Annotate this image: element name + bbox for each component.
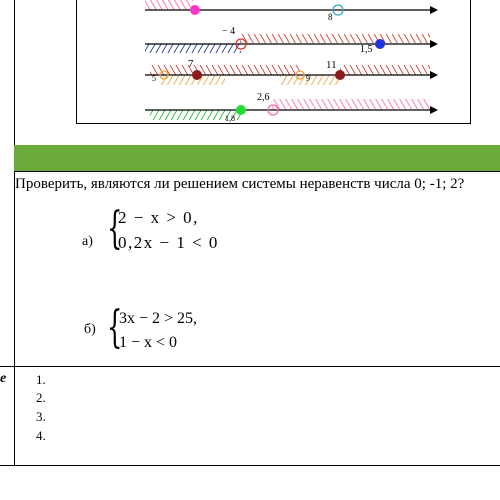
line1-label: 8 xyxy=(328,12,333,22)
table-bottom-border xyxy=(0,465,500,466)
row-divider-2 xyxy=(0,366,500,367)
line3-right-label: 11 xyxy=(326,59,337,71)
line2-left-label: − 4 xyxy=(222,26,236,37)
side-label-fragment: е xyxy=(0,371,7,386)
answer-item-4: 4. xyxy=(36,428,46,443)
system-b-inequality-1: 3x − 2 > 25, xyxy=(119,310,198,327)
answer-item-1: 1. xyxy=(36,372,46,387)
number-line-4 xyxy=(145,92,438,123)
system-b-label: б) xyxy=(84,322,96,337)
line2-right-label: 1,5 xyxy=(360,44,373,55)
answer-item-2: 2. xyxy=(36,390,46,405)
green-divider-row xyxy=(14,145,500,171)
line3-small-mid: 9 xyxy=(306,74,310,83)
system-a-inequality-1: 2 − x > 0, xyxy=(118,208,199,227)
task-title: Проверить, являются ли решением системы неравенств числа 0; -1; 2? xyxy=(15,176,465,192)
system-a-inequality-2: 0,2x − 1 < 0 xyxy=(118,233,219,252)
line4-left-label: 1,8 xyxy=(225,114,235,123)
system-a-label: а) xyxy=(82,234,93,249)
number-lines-figure xyxy=(0,0,500,125)
system-b-inequality-2: 1 − x < 0 xyxy=(119,334,178,351)
number-line-3 xyxy=(145,58,438,85)
number-line-2 xyxy=(145,26,438,55)
line4-top-label: 2,6 xyxy=(257,92,270,103)
system-a-brace: { xyxy=(107,203,123,254)
line3-left-label: 7 xyxy=(188,58,194,70)
row-divider-1 xyxy=(14,171,500,172)
line3-small-left: 5 xyxy=(152,74,156,83)
answer-item-3: 3. xyxy=(36,409,46,424)
number-line-1 xyxy=(145,0,438,22)
system-b-brace: { xyxy=(107,302,123,353)
